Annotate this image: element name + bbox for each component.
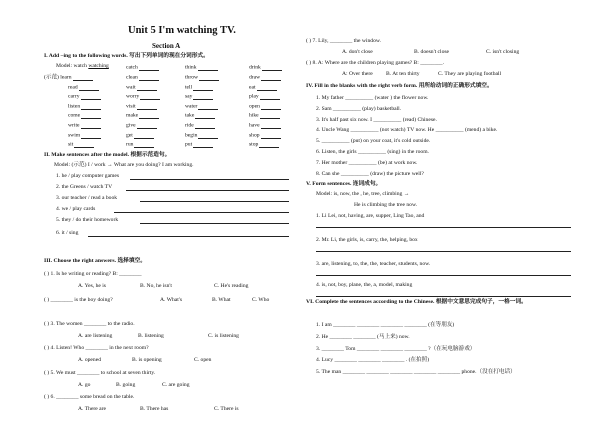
- answer-blank[interactable]: [260, 93, 280, 100]
- s4-item: 1. My father __________ (water ) the flower now.: [316, 95, 429, 101]
- s1-word-text: say: [185, 93, 193, 100]
- s1-word: drink: [249, 64, 282, 71]
- s1-model: [56, 64, 109, 70]
- answer-blank[interactable]: [193, 84, 213, 91]
- s1-word: [68, 84, 99, 91]
- s2-answer-line[interactable]: [140, 217, 289, 224]
- s5-item: 4. is, not, boy, plane, the, a, model, making: [316, 282, 413, 288]
- s5-item: 1. Li Lei, not, having, are, supper, Ling Tao, and: [316, 213, 425, 219]
- s4-item: 4. Uncle Wang __________ (not watch) TV now. He __________ (mend) a bike.: [316, 127, 498, 134]
- s1-word: [185, 112, 215, 119]
- section-4-heading: IV. Fill in the blanks with the right verb form. 用所给动词的正确形式填空。: [306, 83, 493, 89]
- s1-word: [68, 103, 101, 110]
- s6-item: 1. I am ________ ________ ________ ________ (在等朋友): [316, 322, 455, 328]
- s3-q5-option[interactable]: A. go: [78, 382, 91, 388]
- s3-q2: ( ) ________ is the boy doing?: [44, 297, 113, 303]
- s3-q3-option[interactable]: B. listening: [138, 333, 164, 339]
- answer-blank[interactable]: [140, 93, 160, 100]
- q7-option-c[interactable]: C. isn't closing: [486, 49, 520, 55]
- s1-word-text: give: [126, 122, 136, 129]
- s1-word-text: clean: [126, 74, 138, 81]
- s1-word-text: water: [185, 103, 198, 110]
- answer-blank[interactable]: [81, 132, 101, 139]
- s3-q1-option[interactable]: C. He's reading: [214, 283, 249, 289]
- answer-blank[interactable]: [261, 103, 281, 110]
- s4-item: 6. Listen, the girls __________ (sing) in the room.: [316, 149, 429, 155]
- s3-q4: ( ) 4. Listen! Who ________ in the next room?: [44, 345, 149, 351]
- s1-word-text: shop: [249, 132, 260, 138]
- s1-word: [249, 122, 281, 129]
- s1-word: [126, 74, 159, 81]
- s4-item: 2. Sam __________ (play) basketball.: [316, 105, 402, 112]
- s3-q6-option[interactable]: B. There has: [140, 406, 169, 412]
- s5-model-2: He is climbing the tree now.: [354, 202, 418, 208]
- answer-blank[interactable]: [259, 141, 279, 148]
- s5-answer-line[interactable]: [316, 290, 571, 297]
- s1-word: [126, 112, 159, 119]
- s4-item: 3. It's half past six now. I __________ (read) Chinese.: [316, 116, 437, 123]
- s2-item: 2. the Greens / watch TV: [56, 184, 113, 190]
- s2-item: 4. we / play cards: [56, 206, 96, 212]
- s1-word-text: throw: [185, 74, 199, 81]
- s1-word-text: come: [68, 112, 81, 119]
- s1-word-text: carry: [68, 93, 80, 100]
- s1-word-text: listen: [68, 103, 81, 110]
- answer-blank[interactable]: [137, 84, 157, 91]
- answer-blank[interactable]: [195, 122, 215, 129]
- s3-q6-option[interactable]: A. There are: [78, 406, 107, 412]
- s3-q6: ( ) 6. ________ some bread on the table.: [44, 394, 135, 400]
- s5-item: 3. are, listening, to, the, the, teacher, students, now.: [316, 261, 431, 267]
- s1-word: [126, 122, 157, 129]
- s1-model-label: Model: watch: [56, 63, 87, 69]
- s2-model: Model: (示范) I / work → What are you doing? I am working.: [54, 162, 194, 168]
- s6-item: 2. He ________ ________ (马上来) now.: [316, 333, 410, 340]
- section-2-heading: II. Make sentences after the model. 根据示范造句。: [44, 152, 171, 158]
- answer-blank[interactable]: [81, 103, 101, 110]
- answer-blank[interactable]: [261, 122, 281, 129]
- s4-item: 7. Her mother __________ (be) at work now.: [316, 159, 418, 166]
- s3-q1-option[interactable]: A. Yes, he is: [78, 283, 106, 289]
- s1-word: [68, 93, 101, 100]
- s5-item: 2. Mr. Li, the girls, is, carry, the, helping, box: [316, 237, 418, 243]
- s1-word-text: begin: [185, 132, 198, 138]
- s6-item: 5. The man ________ ________ ________ ________ ________ phone.（没在打电话）: [316, 369, 516, 376]
- section-5-heading: V. Form sentences. 连词成句。: [306, 181, 382, 187]
- s1-word: [44, 74, 93, 81]
- s2-answer-line[interactable]: [126, 184, 289, 191]
- section-label: Section A: [152, 42, 181, 50]
- s1-word: [68, 112, 101, 119]
- s3-q4-option[interactable]: A. opened: [78, 357, 101, 363]
- s3-q4-option[interactable]: C. open: [194, 357, 212, 363]
- s4-item: 5. __________ (put) on your coat, it's cold outside.: [316, 138, 431, 145]
- answer-blank[interactable]: [262, 64, 282, 71]
- s1-word: [185, 122, 215, 129]
- s2-item: 3. our teacher / read a book: [56, 195, 118, 201]
- s1-word: [249, 84, 277, 91]
- s1-word: think: [185, 64, 218, 71]
- s5-answer-line[interactable]: [316, 245, 571, 252]
- s1-word-text: wait: [126, 84, 136, 90]
- answer-blank[interactable]: [261, 74, 281, 81]
- s3-q1: ( ) 1. Is he writing or reading? B: ________: [44, 271, 142, 277]
- s1-word-text: put: [185, 141, 193, 148]
- s5-answer-line[interactable]: [316, 221, 571, 228]
- section-1-heading: I. Add –ing to the following words. 写出下列单词的现在分词形式。: [44, 53, 209, 59]
- s1-word: [185, 103, 218, 110]
- s1-word-text: swim: [68, 132, 81, 138]
- s1-word: [126, 141, 154, 148]
- s1-word: [68, 122, 101, 129]
- q8-option-a[interactable]: A: Over there: [342, 71, 373, 77]
- answer-blank[interactable]: [134, 141, 154, 148]
- s3-q3-option[interactable]: A. are listening: [78, 333, 113, 339]
- s1-word: catch: [126, 64, 159, 71]
- s1-word-text: hike: [249, 112, 259, 119]
- s1-word-text: make: [126, 112, 139, 119]
- s1-word: [68, 132, 101, 139]
- section-6-heading: VI. Complete the sentences according to the Chinese. 根据中文意思完成句子，一格一词。: [306, 299, 527, 305]
- answer-blank[interactable]: [198, 132, 218, 139]
- s3-q2-option[interactable]: C. Who: [252, 297, 270, 303]
- answer-blank[interactable]: [137, 122, 157, 129]
- s1-word: [126, 93, 160, 100]
- s2-answer-line[interactable]: [140, 195, 289, 202]
- s1-word: [126, 132, 154, 139]
- answer-blank[interactable]: [81, 112, 101, 119]
- s1-word-text: run: [126, 141, 134, 148]
- q8: ( ) 8. A: Where are the children playing games? B: ________.: [306, 60, 444, 66]
- q7-option-a[interactable]: A. don't close: [342, 49, 373, 55]
- s3-q6-option[interactable]: C. There is: [214, 406, 239, 412]
- s3-q5: ( ) 5. We must ________ to school at seven thirty.: [44, 370, 156, 376]
- s5-model-1: Model: is, now, the , he, tree, climbing →: [316, 191, 410, 197]
- answer-blank[interactable]: [137, 103, 157, 110]
- q8-option-b[interactable]: B. At ten thirty: [386, 71, 420, 77]
- s1-word-text: tell: [185, 84, 193, 90]
- answer-blank[interactable]: [257, 84, 277, 91]
- answer-blank[interactable]: [81, 93, 101, 100]
- answer-blank[interactable]: [261, 132, 281, 139]
- s1-word-text: write: [68, 122, 80, 129]
- s1-word-text: eat: [249, 84, 256, 90]
- s3-q2-option[interactable]: A. What's: [160, 297, 183, 303]
- answer-blank[interactable]: [139, 74, 159, 81]
- s2-answer-line[interactable]: [88, 230, 289, 237]
- answer-blank[interactable]: [134, 132, 154, 139]
- s3-q3: ( ) 3. The women ________ to the radio.: [44, 321, 135, 327]
- q8-option-c[interactable]: C. They are playing football: [438, 71, 502, 77]
- s2-item: 6. it / sing: [56, 230, 79, 236]
- s1-word: [126, 84, 157, 91]
- s2-answer-line[interactable]: [114, 206, 289, 213]
- s1-word: [185, 132, 218, 139]
- s1-word-text: read: [68, 84, 78, 90]
- s3-q1-option[interactable]: B. No, he isn't: [140, 283, 172, 289]
- s1-word: [249, 93, 280, 100]
- section-3-heading: III. Choose the right answers. 选择填空。: [44, 258, 146, 264]
- s1-word-text: stop: [249, 141, 259, 148]
- answer-blank[interactable]: [195, 112, 215, 119]
- s5-answer-line[interactable]: [316, 269, 571, 276]
- answer-blank[interactable]: [199, 74, 219, 81]
- q7-option-b[interactable]: B. doesn't close: [414, 49, 450, 55]
- s1-word: [249, 141, 279, 148]
- s4-item: 8. Can she __________ (draw) the picture well?: [316, 170, 424, 177]
- s1-word: [185, 74, 219, 81]
- answer-blank[interactable]: [260, 112, 280, 119]
- s3-q3-option[interactable]: C. is listening: [208, 333, 239, 339]
- s1-word-text: have: [249, 122, 260, 129]
- s6-item: 4. Lucy ________ ________ ________ . (在拍照): [316, 357, 430, 364]
- s1-word: [249, 103, 281, 110]
- answer-blank[interactable]: [79, 84, 99, 91]
- answer-blank[interactable]: [193, 93, 213, 100]
- s1-model-answer: watching: [88, 63, 109, 69]
- s1-word-text: open: [249, 103, 260, 110]
- s2-answer-line[interactable]: [130, 173, 289, 180]
- answer-blank[interactable]: [139, 64, 159, 71]
- answer-blank[interactable]: [81, 122, 101, 129]
- s1-word-text: sit: [68, 141, 74, 148]
- s1-word: [126, 103, 157, 110]
- s1-word: [249, 74, 281, 81]
- answer-blank[interactable]: [139, 112, 159, 119]
- s6-item: 3. ________ Tom ________ ________ ________ ?（在玩电脑游戏）: [316, 345, 476, 352]
- answer-blank[interactable]: [198, 64, 218, 71]
- s1-word: [185, 84, 213, 91]
- s1-word-text: visit: [126, 103, 136, 110]
- answer-blank[interactable]: [193, 141, 213, 148]
- s1-word: [68, 141, 94, 148]
- s1-word: [185, 141, 213, 148]
- s2-item: 5. they / do their homework: [56, 217, 119, 223]
- s2-item: 1. he / play computer games: [56, 173, 120, 179]
- s1-word-text: draw: [249, 74, 261, 81]
- s1-word-text: ride: [185, 122, 194, 129]
- s1-word-text: (示范) learn: [44, 74, 72, 81]
- s3-q5-option[interactable]: C. are going: [162, 382, 190, 388]
- answer-blank[interactable]: [74, 141, 94, 148]
- s1-word: [249, 112, 280, 119]
- answer-blank[interactable]: [198, 103, 218, 110]
- s1-word-text: take: [185, 112, 195, 119]
- s1-word-text: play: [249, 93, 259, 100]
- q7: ( ) 7. Lily, ________ the window.: [306, 38, 381, 44]
- s3-q2-option[interactable]: B. What: [212, 297, 231, 303]
- s3-q5-option[interactable]: B. going: [116, 382, 136, 388]
- s3-q4-option[interactable]: B. is opening: [132, 357, 162, 363]
- s1-word: [249, 132, 281, 139]
- s1-word: [185, 93, 213, 100]
- s1-word-text: get: [126, 132, 133, 138]
- page-title: Unit 5 I'm watching TV.: [128, 25, 236, 36]
- s1-word-text: worry: [126, 93, 140, 100]
- answer-blank[interactable]: [73, 74, 93, 81]
